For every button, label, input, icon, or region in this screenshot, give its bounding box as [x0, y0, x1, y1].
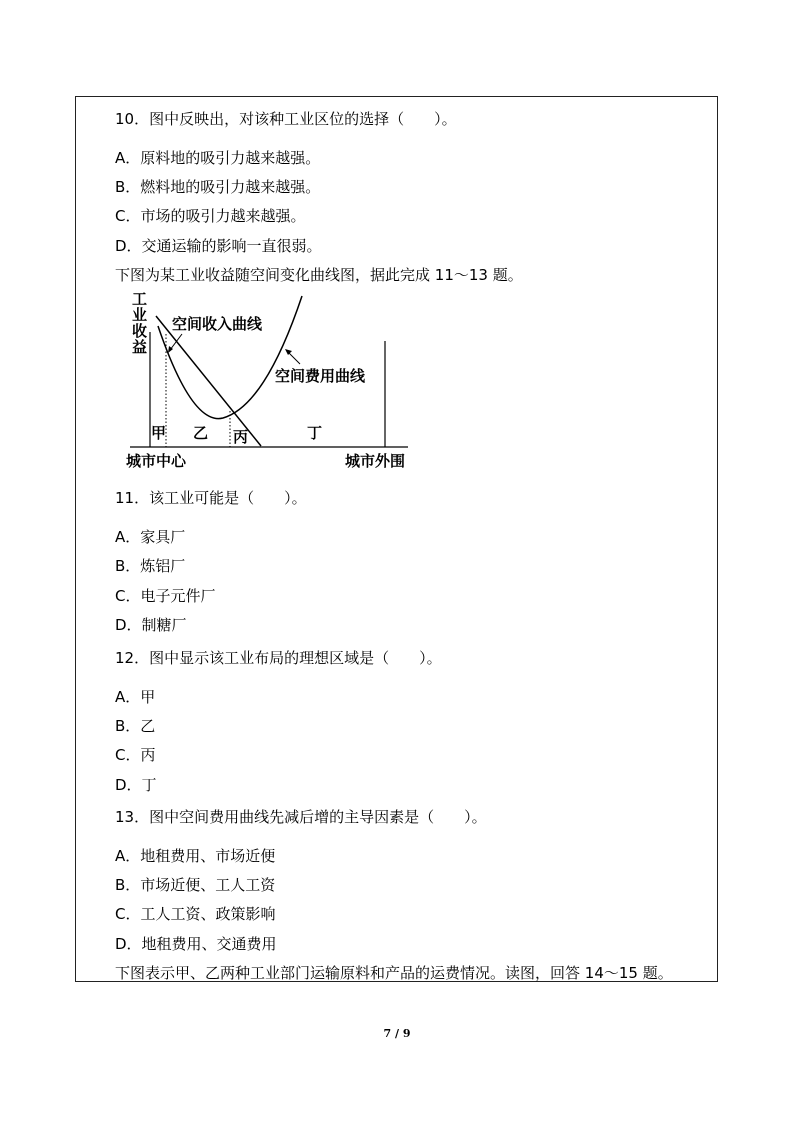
- intro-11-13: 下图为某工业收益随空间变化曲线图，据此完成 11～13 题。: [115, 266, 523, 284]
- q10-option-b: B．燃料地的吸引力越来越强。: [115, 178, 321, 196]
- intro-14-15: 下图表示甲、乙两种工业部门运输原料和产品的运费情况。读图，回答 14～15 题。: [115, 964, 673, 982]
- q11-option-a: A．家具厂: [115, 528, 186, 546]
- question-12-stem: 12．图中显示该工业布局的理想区域是（ ）。: [115, 649, 442, 667]
- q11-option-b: B．炼铝厂: [115, 557, 186, 575]
- q11-option-d: D．制糖厂: [115, 616, 187, 634]
- income-curve-label: 空间收入曲线: [172, 315, 263, 333]
- q12-option-b: B．乙: [115, 717, 156, 735]
- q13-option-d: D．地租费用、交通费用: [115, 935, 277, 953]
- zone-bing: 丙: [233, 428, 249, 446]
- y-label-3: 收: [132, 322, 148, 340]
- q13-option-c: C．工人工资、政策影响: [115, 905, 276, 923]
- cost-leader: [288, 352, 300, 364]
- zone-yi: 乙: [193, 424, 209, 442]
- zone-jia: 甲: [151, 424, 167, 442]
- question-10-stem: 10．图中反映出，对该种工业区位的选择（ ）。: [115, 110, 457, 128]
- x-right-label: 城市外围: [345, 452, 406, 470]
- page-number: 7 / 9: [383, 1027, 411, 1040]
- question-11-stem: 11．该工业可能是（ ）。: [115, 489, 307, 507]
- q13-option-a: A．地租费用、市场近便: [115, 847, 276, 865]
- x-left-label: 城市中心: [126, 452, 187, 470]
- q12-option-a: A．甲: [115, 688, 156, 706]
- q12-option-c: C．丙: [115, 746, 156, 764]
- q13-option-b: B．市场近便、工人工资: [115, 876, 276, 894]
- question-13-stem: 13．图中空间费用曲线先减后增的主导因素是（ ）。: [115, 808, 487, 826]
- q11-option-c: C．电子元件厂: [115, 587, 216, 605]
- y-label-1: 工: [132, 290, 148, 308]
- q12-option-d: D．丁: [115, 776, 157, 794]
- zone-ding: 丁: [307, 424, 323, 442]
- q10-option-d: D．交通运输的影响一直很弱。: [115, 237, 322, 255]
- q10-option-a: A．原料地的吸引力越来越强。: [115, 149, 321, 167]
- y-label-2: 业: [132, 306, 148, 324]
- income-cost-figure: [120, 286, 420, 476]
- income-curve: [156, 316, 261, 446]
- cost-leader-arrow: [285, 349, 292, 355]
- y-label-4: 益: [132, 338, 148, 356]
- q10-option-c: C．市场的吸引力越来越强。: [115, 207, 306, 225]
- cost-curve-label: 空间费用曲线: [275, 367, 366, 385]
